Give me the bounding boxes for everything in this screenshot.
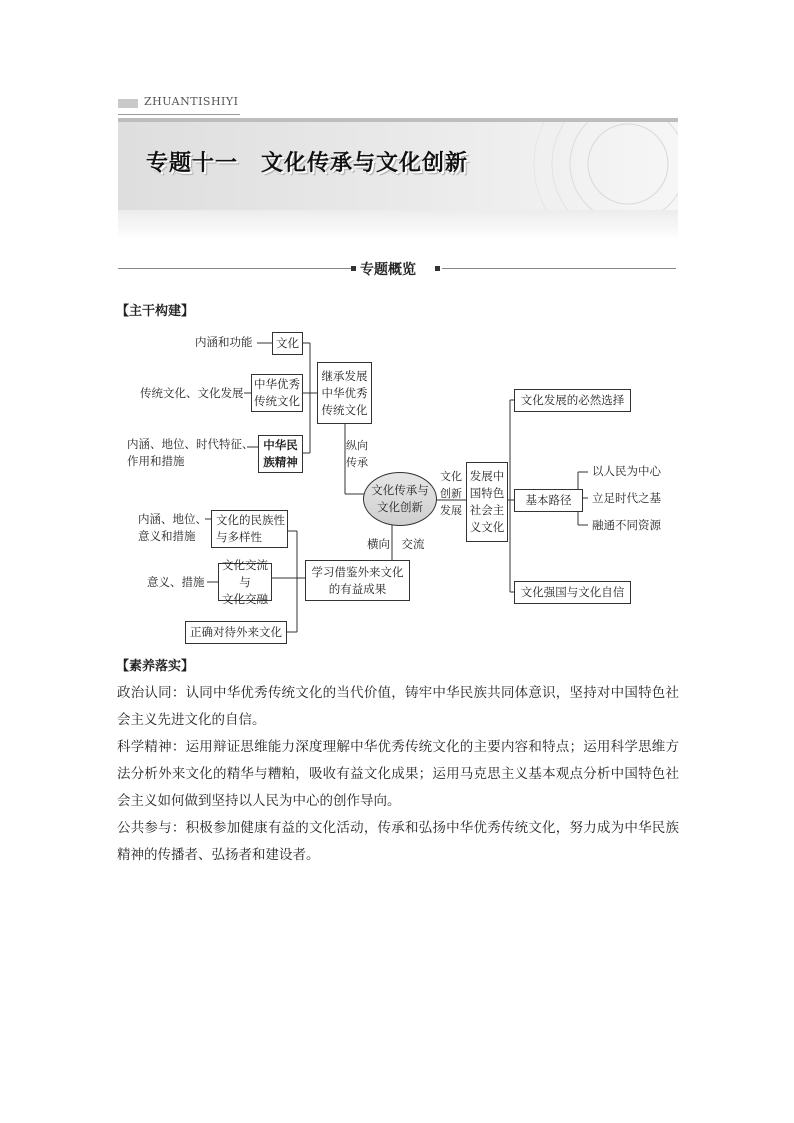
label-exchange-meaning: 意义、措施 [147, 575, 205, 589]
label-vertical-1: 纵向 [346, 439, 368, 452]
page-title: 专题十一 文化传承与文化创新 [146, 151, 469, 176]
framework-heading: 【主干构建】 [116, 304, 195, 319]
exchange-line2: 文化交融 [222, 591, 268, 606]
label-innovation-2: 创新 [440, 487, 462, 500]
label-vertical-2: 传承 [346, 456, 368, 469]
participation-text: 积极参加健康有益的文化活动，传承和弘扬中华优秀传统文化，努力成为中华民族精神的传播者、弘扬者和建设者。 [117, 820, 679, 863]
node-culture-text: 文化 [276, 336, 299, 350]
exchange-line1: 文化交流与 [222, 557, 268, 589]
label-horizontal-exchange: 横向 交流 [367, 537, 425, 551]
node-national-diversity [211, 510, 288, 548]
label-innovation-1: 文化 [440, 470, 462, 483]
inevitable-text: 文化发展的必然选择 [520, 393, 625, 407]
science-label: 科学精神： [117, 739, 186, 755]
literacy-heading: 【素养落实】 [116, 659, 195, 674]
socialist-line1: 发展中 [469, 469, 505, 483]
section-title: 专题概览 [360, 262, 416, 278]
node-spirit-line1: 中华民 [263, 438, 298, 452]
node-culture [272, 332, 303, 355]
socialist-line3: 社会主 [469, 503, 505, 517]
path-item-era: 立足时代之基 [592, 491, 661, 505]
inherit-line1: 继承发展 [321, 368, 368, 383]
node-cultural-exchange [218, 557, 272, 606]
path-item-people: 以人民为中心 [592, 464, 661, 478]
node-learn-foreign-culture [305, 560, 410, 601]
label-diversity-line1: 内涵、地位、 [138, 512, 207, 526]
foreign-text: 正确对待外来文化 [190, 625, 282, 639]
node-treat-foreign-culture [185, 621, 287, 644]
socialist-line4: 义文化 [469, 520, 505, 534]
node-inevitable-choice [514, 389, 631, 412]
label-traditional-culture: 传统文化、文化发展 [140, 386, 244, 400]
node-excellent-trad-line1: 中华优秀 [254, 377, 300, 391]
node-basic-path [514, 489, 583, 512]
node-spirit-line2: 族精神 [263, 455, 298, 469]
literacy-science [117, 734, 679, 815]
node-excellent-trad-line2: 传统文化 [254, 394, 300, 408]
node-socialist-culture [466, 462, 508, 542]
center-line1: 文化传承与 [371, 483, 429, 497]
literacy-participation [117, 815, 679, 869]
inherit-line3: 传统文化 [321, 402, 368, 417]
node-cultural-confidence [514, 581, 631, 604]
diversity-line2: 与多样性 [216, 530, 262, 544]
learn-line2: 的有益成果 [328, 581, 387, 596]
label-diversity-line2: 意义和措施 [138, 529, 196, 543]
node-national-spirit [258, 435, 303, 473]
center-line2: 文化创新 [377, 500, 423, 514]
inherit-line2: 中华优秀 [321, 385, 368, 400]
diversity-line1: 文化的民族性 [216, 513, 285, 527]
node-excellent-traditional-culture [251, 374, 303, 412]
socialist-line2: 国特色 [469, 486, 505, 500]
label-spirit-line1: 内涵、地位、时代特征、 [127, 437, 254, 451]
node-inherit-develop [317, 362, 372, 424]
node-center-inheritance-innovation [363, 472, 437, 526]
learn-line1: 学习借鉴外来文化 [311, 564, 404, 579]
header-pinyin: ZHUANTISHIYI [144, 95, 239, 108]
basic-path-text: 基本路径 [525, 493, 572, 507]
literacy-political [117, 680, 679, 734]
label-spirit-line2: 作用和措施 [127, 454, 185, 468]
science-text: 运用辩证思维能力深度理解中华优秀传统文化的主要内容和特点；运用科学思维方法分析外来文化的精华与糟粕，吸收有益文化成果；运用马克思主义基本观点分析中国特色社会主义如何做到坚持以人民为中心的创作导向。 [117, 739, 679, 809]
participation-label: 公共参与： [117, 820, 186, 836]
label-culture-meaning: 内涵和功能 [195, 335, 253, 349]
label-innovation-3: 发展 [440, 504, 462, 517]
political-label: 政治认同： [117, 685, 186, 701]
political-text: 认同中华优秀传统文化的当代价值，铸牢中华民族共同体意识，坚持对中国特色社会主义先进文化的自信。 [117, 685, 679, 728]
confidence-text: 文化强国与文化自信 [520, 585, 625, 599]
path-item-resources: 融通不同资源 [592, 518, 661, 532]
